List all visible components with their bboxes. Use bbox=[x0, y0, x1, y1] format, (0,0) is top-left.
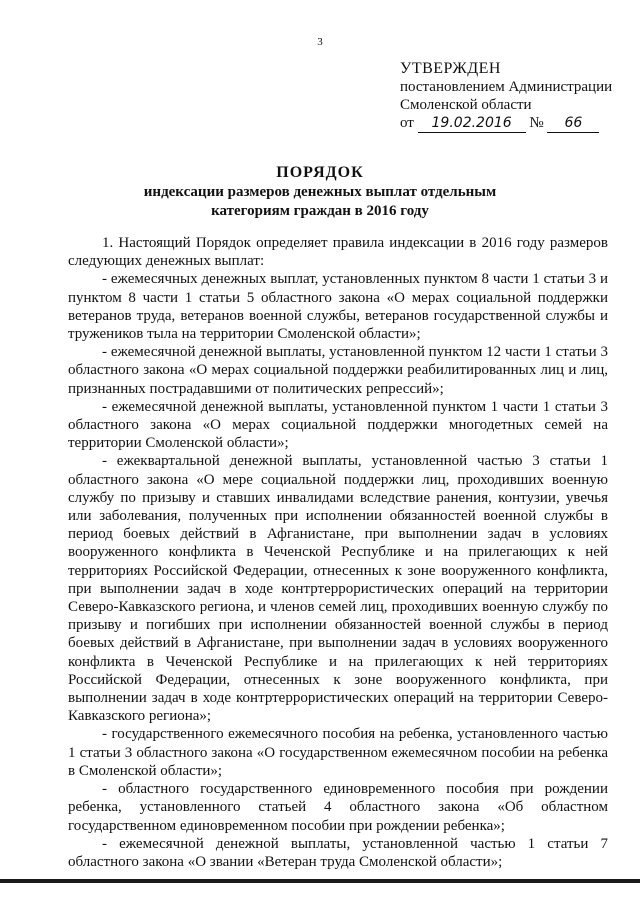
approval-date-row bbox=[400, 114, 630, 133]
bottom-scan-edge bbox=[0, 879, 640, 883]
number-prefix: № bbox=[529, 115, 544, 131]
document-subtitle-line-1: индексации размеров денежных выплат отдельным bbox=[143, 184, 497, 200]
approval-region: Смоленской области bbox=[400, 97, 532, 113]
document-body bbox=[68, 234, 608, 871]
document-subtitle-line-2: категориям граждан в 2016 году bbox=[211, 203, 429, 219]
paragraph-item: - ежемесячной денежной выплаты, установленной пунктом 1 части 1 статьи 3 областного закона «О мерах социальной поддержки многодетных семей на территории Смоленской области»; bbox=[68, 398, 608, 452]
approval-issuer: постановлением Администрации bbox=[400, 79, 613, 95]
document-title: ПОРЯДОК bbox=[276, 164, 364, 181]
paragraph-item: - областного государственного единовременного пособия при рождении ребенка, установленного статьей 4 областного закона «Об областном государственном единовременном пособии при рождении ребенка»; bbox=[68, 781, 608, 834]
approval-stamp bbox=[400, 60, 630, 133]
approval-heading: УТВЕРЖДЕН bbox=[400, 60, 501, 77]
paragraph-item: - ежемесячных денежных выплат, установленных пунктом 8 части 1 статьи 3 и пунктом 8 части 1 статьи 5 областного закона «О мерах социальной поддержки ветеранов труда, ветеранов военной службы, ветеранов государственной службы и тружеников тыла на территории Смоленской области»; bbox=[68, 271, 608, 343]
document-title-block bbox=[0, 163, 640, 221]
page-number: 3 bbox=[317, 36, 323, 48]
paragraph-item: - ежеквартальной денежной выплаты, установленной частью 3 статьи 1 областного закона «О мере социальной поддержки лиц, проходивших военную службу по призыву и ставших инвалидами вследствие ранения, контузии, увечья или заболевания, полученных при исполнении обязанностей военной службы в период боевых действий в Афганистане, при выполнении задач в условиях вооруженного конфликта в Чеченской Республике и на прилегающих к ней территориях Российской Федерации, отнесенных к зоне вооруженного конфликта, при выполнении задач в ходе контртеррористических операций на территории Северо-Кавказского региона, и членов семей лиц, проходивших военную службу по призыву и погибших при исполнении обязанностей военной службы в период боевых действий в Афганистане, при выполнении задач в условиях вооруженного конфликта в Чеченской Республике и на прилегающих к ней территориях Российской Федерации, отнесенных к зоне вооруженного конфликта, при выполнении задач в ходе контртеррористических операций на территории Северо-Кавказского региона»; bbox=[68, 453, 608, 725]
paragraph-intro: 1. Настоящий Порядок определяет правила индексации в 2016 году размеров следующих денежных выплат: bbox=[68, 235, 608, 270]
paragraph-item: - ежемесячной денежной выплаты, установленной пунктом 12 части 1 статьи 3 областного закона «О мерах социальной поддержки реабилитированных лиц и лиц, признанных пострадавшими от политических репрессий»; bbox=[68, 344, 608, 397]
paragraph-item: - ежемесячной денежной выплаты, установленной частью 1 статьи 7 областного закона «О звании «Ветеран труда Смоленской области»; bbox=[68, 835, 608, 870]
handwritten-date: 19.02.2016 bbox=[418, 114, 526, 133]
handwritten-number: 66 bbox=[547, 114, 599, 133]
paragraph-item: - государственного ежемесячного пособия на ребенка, установленного частью 1 статьи 3 областного закона «О государственном ежемесячном пособии на ребенка в Смоленской области»; bbox=[68, 726, 608, 779]
date-prefix: от bbox=[400, 115, 414, 131]
